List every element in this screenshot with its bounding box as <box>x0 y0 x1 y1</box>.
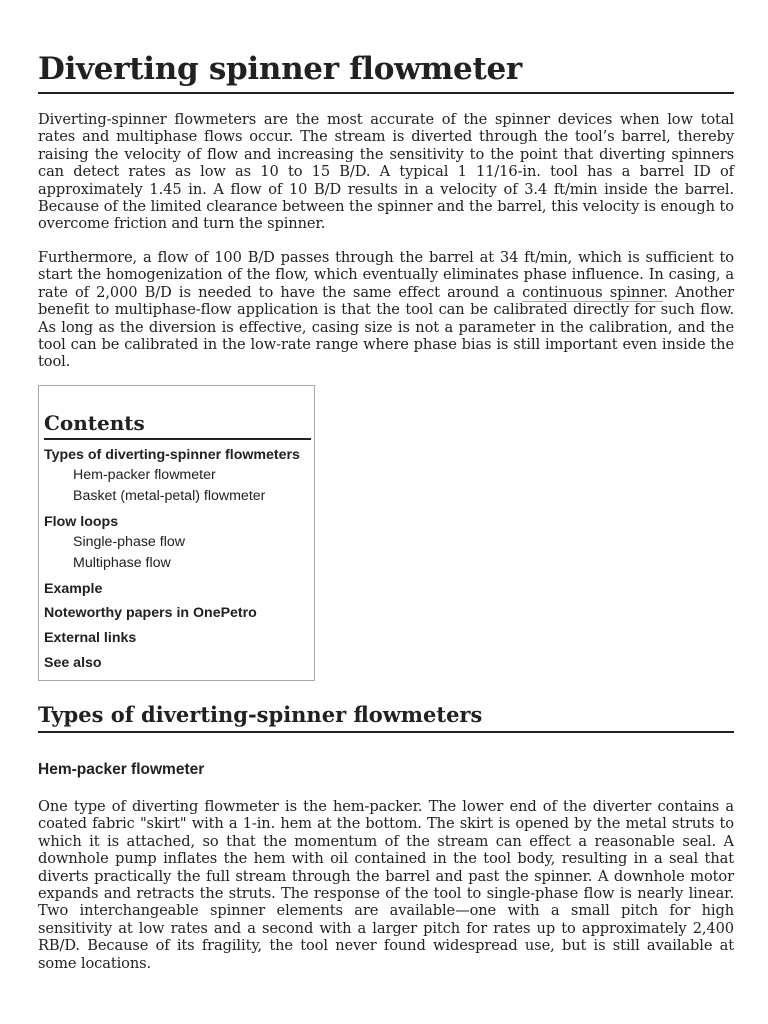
toc-item-multiphase[interactable]: Multiphase flow <box>73 555 171 571</box>
toc-title: Contents <box>44 411 145 435</box>
intro-paragraph: Diverting-spinner flowmeters are the most accurate of the spinner devices when low total rates and multiphase flows occur. The stream is diverted through the tool’s barrel, thereby raising the velocity of flow and increasing the sensitivity to the point that diverting spinners can detect rates as low as 10 to 15 B/D. A typical 1 11/16-in. tool has a barrel ID of approximately 1.45 in. A flow of 10 B/D results in a velocity of 3.4 ft/min inside the barrel. Because of the limited clearance between the spinner and the barrel, this velocity is enough to overcome friction and turn the spinner. <box>38 111 734 233</box>
toc-item-onepetro[interactable]: Noteworthy papers in OnePetro <box>44 605 257 621</box>
second-paragraph <box>38 249 734 371</box>
toc-item-hem-packer[interactable]: Hem-packer flowmeter <box>73 467 216 483</box>
continuous-spinner-link[interactable]: continuous spinner <box>522 283 664 301</box>
table-of-contents <box>38 385 315 681</box>
toc-item-basket[interactable]: Basket (metal-petal) flowmeter <box>73 488 266 504</box>
section-divider <box>38 731 734 733</box>
hem-packer-paragraph: One type of diverting flowmeter is the hem-packer. The lower end of the diverter contains a coated fabric "skirt" with a 1-in. hem at the bottom. The skirt is opened by the metal struts to which it is attached, so that the momentum of the stream can effect a reasonable seal. A downhole pump inflates the hem with oil contained in the tool body, resulting in a seal that diverts practically the full stream through the barrel and past the spinner. A downhole motor expands and retracts the struts. The response of the tool to single-phase flow is nearly linear. Two interchangeable spinner elements are available—one with a small pitch for high sensitivity at low rates and a second with a larger pitch for rates up to approximately 2,400 RB/D. Because of its fragility, the tool never found widespread use, but is still available at some locations. <box>38 798 734 972</box>
toc-item-see-also[interactable]: See also <box>44 655 102 671</box>
second-paragraph-text-b: . Another benefit to multiphase-flow application is that the tool can be calibrated directly for such flow. As long as the diversion is effective, casing size is not a parameter in the calibration, and the tool can be calibrated in the low-rate range where phase bias is still important even inside the tool. <box>38 283 734 371</box>
section-heading: Types of diverting-spinner flowmeters <box>38 702 483 727</box>
toc-item-example[interactable]: Example <box>44 581 103 597</box>
page-title: Diverting spinner flowmeter <box>38 51 522 87</box>
subsection-heading: Hem-packer flowmeter <box>38 761 205 778</box>
second-paragraph-text-a: Furthermore, a flow of 100 B/D passes through the barrel at 34 ft/min, which is sufficient to start the homogenization of the flow, which eventually eliminates phase influence. In casing, a rate of 2,000 B/D is needed to have the same effect around a <box>38 249 734 301</box>
toc-item-flow-loops[interactable]: Flow loops <box>44 514 119 530</box>
toc-item-external-links[interactable]: External links <box>44 630 137 646</box>
title-divider <box>38 92 734 94</box>
toc-item-single-phase[interactable]: Single-phase flow <box>73 534 185 550</box>
toc-item-types[interactable]: Types of diverting-spinner flowmeters <box>44 447 300 463</box>
toc-divider <box>44 438 311 440</box>
